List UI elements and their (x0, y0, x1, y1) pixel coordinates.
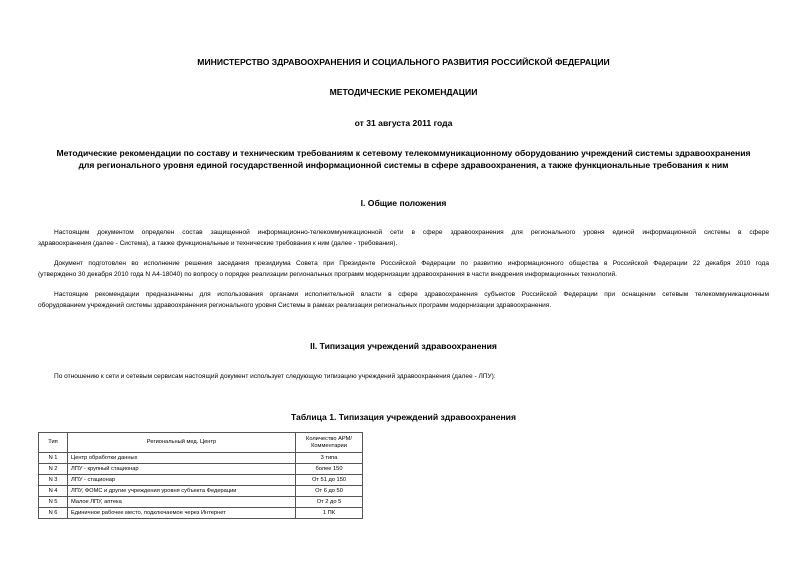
paragraph-line: (утверждено 30 декабря 2010 года N А4-18040) по вопросу о порядке реализации региональных программ модернизации здравоохранения в части внедрения информационных технологий. (38, 271, 617, 278)
institution-types-table (38, 432, 363, 519)
doc-date: от 31 августа 2011 года (354, 118, 453, 128)
column-header-count: Количество АРМ/Комментарии (296, 433, 363, 453)
table-row (39, 464, 363, 475)
paragraph-line: Документ подготовлен во исполнение решения заседания президиума Совета при Президенте Российской Федерации по развитию информационного общества в Российской Федерации 22 декабря 2010 года (54, 260, 769, 267)
column-header-name: Региональный мед. Центр (68, 433, 296, 453)
cell-type: N 1 (39, 453, 68, 464)
paragraph (38, 227, 769, 249)
cell-type: N 6 (39, 508, 68, 519)
section-1-heading: I. Общие положения (360, 198, 447, 208)
cell-count: От 51 до 150 (296, 475, 363, 486)
cell-count: 3 типа (296, 453, 363, 464)
table-header-row (39, 433, 363, 453)
paragraph-line: Настоящие рекомендации предназначены для использования органами исполнительной власти в сфере здравоохранения субъектов Российской Федерации при оснащении сетевым телекоммуникационным (54, 291, 769, 298)
cell-name: Центр обработки данных (68, 453, 296, 464)
table-row (39, 497, 363, 508)
paragraph-line: По отношению к сети и сетевым сервисам настоящий документ использует следующую типизацию учреждений здравоохранения (далее - ЛПУ): (54, 373, 496, 380)
column-header-type: Тип (39, 433, 68, 453)
cell-count: более 150 (296, 464, 363, 475)
cell-count: От 6 до 50 (296, 486, 363, 497)
cell-count: 1 ПК (296, 508, 363, 519)
paragraph (38, 371, 769, 382)
cell-name: ЛПУ, ФОМС и другие учреждения уровня субъекта Федерации (68, 486, 296, 497)
doc-title-line: для регионального уровня единой государственной информационной системы в сфере здравоохранения, а также функциональные требования к ним (78, 160, 729, 170)
table-title: Таблица 1. Типизация учреждений здравоохранения (291, 412, 516, 422)
doc-type-heading: МЕТОДИЧЕСКИЕ РЕКОМЕНДАЦИИ (329, 87, 478, 97)
paragraph (38, 258, 769, 280)
doc-title (30, 147, 777, 171)
cell-name: Малое ЛПУ, аптека (68, 497, 296, 508)
cell-name: ЛПУ - стационар (68, 475, 296, 486)
doc-title-line: Методические рекомендации по составу и техническим требованиям к сетевому телекоммуникационному оборудованию учреждений системы здравоохранения (56, 148, 751, 158)
paragraph-line: Настоящим документом определен состав защищенной информационно-телекоммуникационной сети в сфере здравоохранения для регионального уровня единой информационной системы в сфере (54, 229, 769, 236)
paragraph (38, 289, 769, 311)
cell-type: N 3 (39, 475, 68, 486)
section-2-heading: II. Типизация учреждений здравоохранения (310, 341, 497, 351)
paragraph-line: здравоохранения (далее - Система), а также функциональные и технические требования к ним (далее - требования). (38, 240, 398, 247)
cell-name: ЛПУ - крупный стационар (68, 464, 296, 475)
table-row (39, 453, 363, 464)
ministry-heading: МИНИСТЕРСТВО ЗДРАВООХРАНЕНИЯ И СОЦИАЛЬНОГО РАЗВИТИЯ РОССИЙСКОЙ ФЕДЕРАЦИИ (197, 57, 610, 67)
paragraph-line: оборудованием учреждений системы здравоохранения регионального уровня Системы в рамках реализации региональных программ модернизации здравоохранения. (38, 302, 552, 309)
cell-type: N 2 (39, 464, 68, 475)
cell-count: От 2 до 5 (296, 497, 363, 508)
cell-type: N 4 (39, 486, 68, 497)
table-row (39, 508, 363, 519)
table-row (39, 486, 363, 497)
cell-type: N 5 (39, 497, 68, 508)
table-row (39, 475, 363, 486)
cell-name: Единичное рабочее место, подключаемое через Интернет (68, 508, 296, 519)
